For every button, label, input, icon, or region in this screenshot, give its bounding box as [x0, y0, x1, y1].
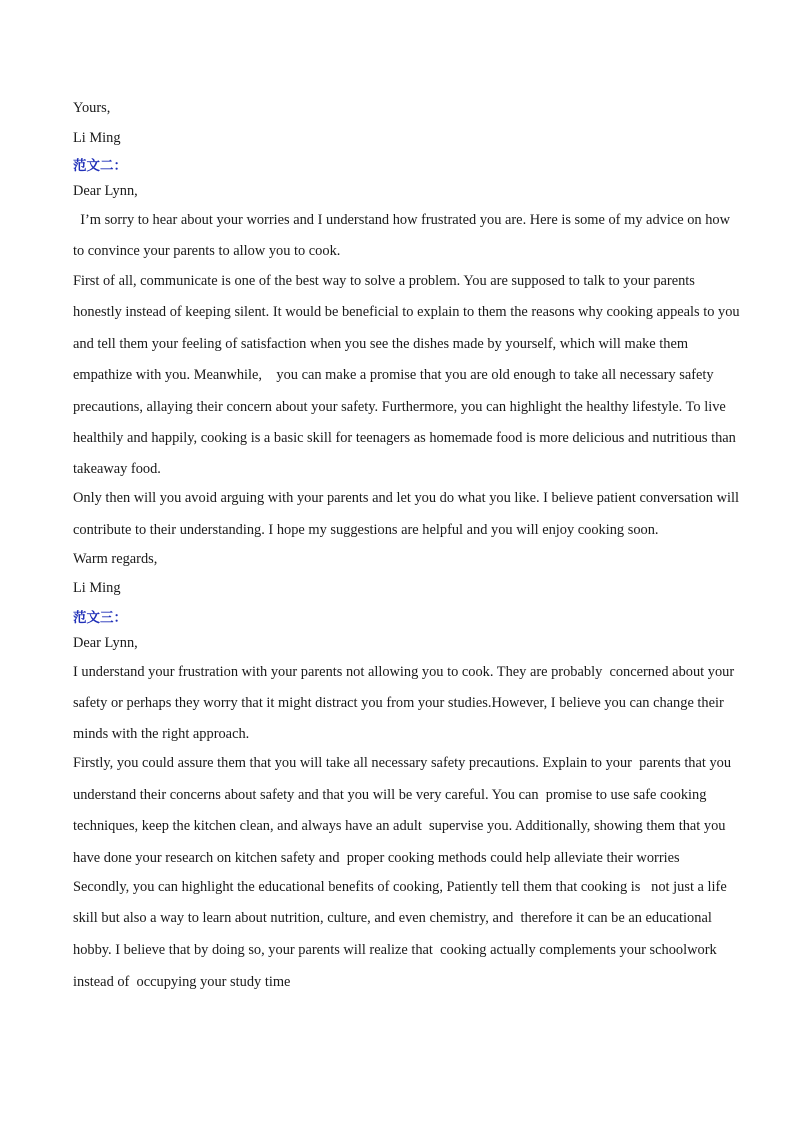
- essay2-line: and tell them your feeling of satisfaction when you see the dishes made by yourself, which will make them: [73, 336, 689, 352]
- essay2-line: to convince your parents to allow you to cook.: [73, 243, 341, 259]
- essay2-line: contribute to their understanding. I hope my suggestions are helpful and you will enjoy cooking soon.: [73, 522, 659, 538]
- essay3-line: I understand your frustration with your parents not allowing you to cook. They are probably concerned about your: [73, 664, 735, 680]
- essay2-line: First of all, communicate is one of the best way to solve a problem. You are supposed to talk to your parents: [73, 273, 695, 289]
- essay3-line: Firstly, you could assure them that you will take all necessary safety precautions. Explain to your parents that you: [73, 755, 732, 771]
- essay2-signoff: Warm regards,: [73, 551, 158, 567]
- essay3-line: safety or perhaps they worry that it might distract you from your studies.However, I believe you can change their: [73, 695, 724, 711]
- essay3-line: hobby. I believe that by doing so, your parents will realize that cooking actually complements your schoolwork: [73, 942, 717, 958]
- essay3-line: skill but also a way to learn about nutrition, culture, and even chemistry, and therefore it can be an educational: [73, 910, 712, 926]
- essay2-heading: 范文二：: [73, 158, 127, 174]
- essay3-line: understand their concerns about safety and that you will be very careful. You can promise to use safe cooking: [73, 787, 707, 803]
- essay2-line: empathize with you. Meanwhile, you can make a promise that you are old enough to take all necessary safety: [73, 367, 714, 383]
- essay2-line: takeaway food.: [73, 461, 161, 477]
- essay3-line: Secondly, you can highlight the educational benefits of cooking, Patiently tell them that cooking is not just a life: [73, 879, 727, 895]
- closing-signoff: Yours,: [73, 100, 111, 116]
- essay2-name: Li Ming: [73, 580, 121, 596]
- essay2-line: Only then will you avoid arguing with your parents and let you do what you like. I believe patient conversation will: [73, 490, 739, 506]
- essay2-line: precautions, allaying their concern about your safety. Furthermore, you can highlight the healthy lifestyle. To live: [73, 399, 726, 415]
- essay2-line: I’m sorry to hear about your worries and I understand how frustrated you are. Here is some of my advice on how: [73, 212, 730, 228]
- essay2-line: healthily and happily, cooking is a basic skill for teenagers as homemade food is more delicious and nutritious than: [73, 430, 736, 446]
- essay3-line: have done your research on kitchen safety and proper cooking methods could help alleviate their worries: [73, 850, 680, 866]
- essay3-line: minds with the right approach.: [73, 726, 250, 742]
- essay3-greeting: Dear Lynn,: [73, 635, 138, 651]
- essay3-line: techniques, keep the kitchen clean, and always have an adult supervise you. Additionally, showing them that you: [73, 818, 726, 834]
- closing-name: Li Ming: [73, 130, 121, 146]
- essay3-heading: 范文三：: [73, 610, 127, 626]
- essay3-line: instead of occupying your study time: [73, 974, 291, 990]
- essay2-greeting: Dear Lynn,: [73, 183, 138, 199]
- essay2-line: honestly instead of keeping silent. It would be beneficial to explain to them the reasons why cooking appeals to you: [73, 304, 740, 320]
